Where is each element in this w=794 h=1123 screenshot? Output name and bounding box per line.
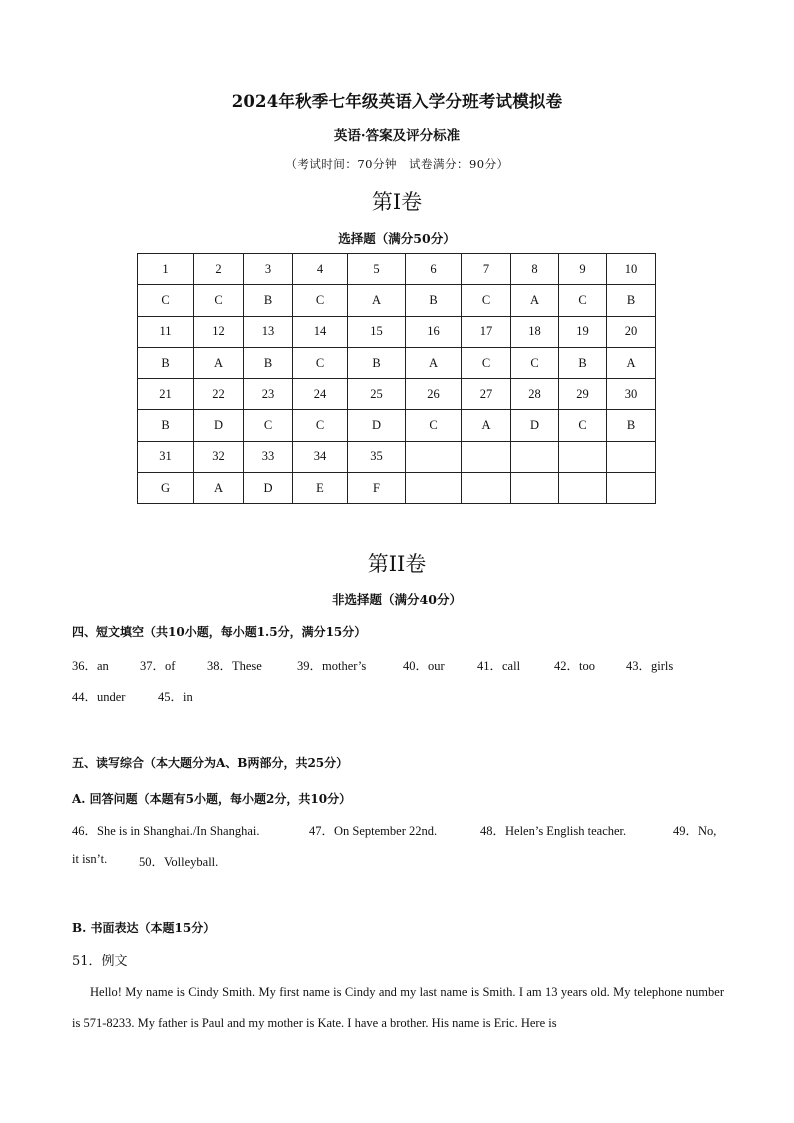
cloze-answer-42: 42．too <box>554 659 595 673</box>
question-number-cell: 2 <box>194 254 244 285</box>
question-number-cell: 15 <box>348 316 406 347</box>
question-number-cell <box>511 441 559 472</box>
answer-cell: C <box>293 410 348 441</box>
sample-essay: Hello! My name is Cindy Smith. My first name is Cindy and my last name is Smith. I am 13 years old. My telephone number is 571-8233. My father is Paul and my mother is Kate. I have a brother. His name is Eric. Here is <box>72 985 724 1030</box>
answer-cell: G <box>138 473 194 504</box>
cloze-answers-line-2 <box>0 687 794 705</box>
answer-cell: A <box>462 410 511 441</box>
answer-cell: A <box>194 473 244 504</box>
question-number-cell: 25 <box>348 379 406 410</box>
part-a-answers-line-2 <box>0 852 794 870</box>
question-number-cell: 12 <box>194 316 244 347</box>
cloze-answer-39: 39．mother’s <box>297 659 367 673</box>
question-number-cell: 6 <box>406 254 462 285</box>
answer-cell: B <box>138 410 194 441</box>
answer-cell: A <box>511 285 559 316</box>
answer-cell: B <box>559 347 607 378</box>
part-a-heading: A. 回答问题（本题有5小题，每小题2分，共10分） <box>72 792 352 806</box>
question-number-cell <box>607 441 656 472</box>
multiple-choice-caption: 选择题（满分50分） <box>338 231 456 246</box>
answer-cell: B <box>406 285 462 316</box>
answer-cell: C <box>293 285 348 316</box>
answer-row <box>138 473 656 504</box>
cloze-answer-45: 45．in <box>158 690 193 704</box>
question-number-cell: 29 <box>559 379 607 410</box>
cloze-answer-41: 41．call <box>477 659 521 673</box>
volume-1-title: 第I卷 <box>371 190 423 214</box>
answer-49: 49．No, <box>673 824 717 838</box>
cloze-answer-40: 40．our <box>403 659 445 673</box>
non-choice-caption: 非选择题（满分40分） <box>332 592 462 607</box>
answer-cell: B <box>244 347 293 378</box>
question-number-cell: 26 <box>406 379 462 410</box>
answer-cell: F <box>348 473 406 504</box>
question-number-cell: 19 <box>559 316 607 347</box>
cloze-answers-line-1 <box>0 656 794 674</box>
answer-cell: C <box>559 285 607 316</box>
answer-cell: B <box>348 347 406 378</box>
answer-46: 46．She is in Shanghai./In Shanghai. <box>72 824 260 838</box>
answer-cell: C <box>406 410 462 441</box>
answer-table <box>137 253 656 504</box>
answer-cell <box>511 473 559 504</box>
question-number-cell: 30 <box>607 379 656 410</box>
answer-47: 47．On September 22nd. <box>309 824 438 838</box>
answer-cell: B <box>244 285 293 316</box>
cloze-answer-37: 37．of <box>140 659 176 673</box>
cloze-answer-43: 43．girls <box>626 659 674 673</box>
question-number-cell: 7 <box>462 254 511 285</box>
question-number-row <box>138 379 656 410</box>
reading-writing-heading: 五、读写综合（本大题分为A、B两部分，共25分） <box>72 756 349 770</box>
question-number-cell: 1 <box>138 254 194 285</box>
answer-cell: A <box>607 347 656 378</box>
question-number-cell: 13 <box>244 316 293 347</box>
answer-cell <box>406 473 462 504</box>
answer-cell: A <box>194 347 244 378</box>
question-number-cell: 8 <box>511 254 559 285</box>
answer-cell: C <box>511 347 559 378</box>
cloze-answer-44: 44．under <box>72 690 126 704</box>
answer-row <box>138 410 656 441</box>
question-number-cell: 11 <box>138 316 194 347</box>
answer-cell: D <box>244 473 293 504</box>
question-number-cell: 27 <box>462 379 511 410</box>
question-number-cell <box>462 441 511 472</box>
question-number-cell: 22 <box>194 379 244 410</box>
question-number-cell: 3 <box>244 254 293 285</box>
answer-cell: A <box>348 285 406 316</box>
part-a-answers-line-1 <box>0 821 794 839</box>
answer-48: 48．Helen’s English teacher. <box>480 824 627 838</box>
cloze-heading: 四、短文填空（共10小题，每小题1.5分，满分15分） <box>72 625 367 639</box>
answer-cell: C <box>559 410 607 441</box>
answer-49-cont: it isn’t. <box>72 852 108 866</box>
answer-cell <box>559 473 607 504</box>
question-number-cell: 28 <box>511 379 559 410</box>
cloze-answer-38: 38．These <box>207 659 262 673</box>
essay-label: 51．例文 <box>72 954 128 969</box>
answer-50: 50．Volleyball. <box>139 855 219 869</box>
answer-cell: B <box>138 347 194 378</box>
answer-cell: C <box>244 410 293 441</box>
question-number-cell: 33 <box>244 441 293 472</box>
question-number-cell: 31 <box>138 441 194 472</box>
answer-row <box>138 347 656 378</box>
answer-cell: E <box>293 473 348 504</box>
page-subtitle: 英语·答案及评分标准 <box>333 128 461 144</box>
page-title: 2024年秋季七年级英语入学分班考试模拟卷 <box>231 92 563 111</box>
volume-2-title: 第II卷 <box>367 552 427 576</box>
cloze-answer-36: 36．an <box>72 659 109 673</box>
question-number-cell: 17 <box>462 316 511 347</box>
exam-info: （考试时间：70分钟 试卷满分：90分） <box>285 157 509 171</box>
question-number-cell: 4 <box>293 254 348 285</box>
question-number-cell: 21 <box>138 379 194 410</box>
question-number-cell: 9 <box>559 254 607 285</box>
answer-cell: B <box>607 410 656 441</box>
answer-cell: D <box>511 410 559 441</box>
answer-cell <box>607 473 656 504</box>
answer-cell: D <box>194 410 244 441</box>
answer-cell: C <box>462 347 511 378</box>
question-number-cell: 32 <box>194 441 244 472</box>
question-number-row <box>138 441 656 472</box>
question-number-cell: 14 <box>293 316 348 347</box>
answer-cell: A <box>406 347 462 378</box>
answer-cell: C <box>194 285 244 316</box>
question-number-cell: 18 <box>511 316 559 347</box>
part-b-heading: B. 书面表达（本题15分） <box>72 921 216 935</box>
question-number-row <box>138 316 656 347</box>
question-number-cell: 23 <box>244 379 293 410</box>
answer-cell: B <box>607 285 656 316</box>
question-number-cell: 20 <box>607 316 656 347</box>
answer-row <box>138 285 656 316</box>
question-number-cell <box>559 441 607 472</box>
answer-cell: D <box>348 410 406 441</box>
question-number-cell: 35 <box>348 441 406 472</box>
answer-cell: C <box>462 285 511 316</box>
answer-cell: C <box>293 347 348 378</box>
question-number-cell: 16 <box>406 316 462 347</box>
question-number-cell: 34 <box>293 441 348 472</box>
question-number-cell: 5 <box>348 254 406 285</box>
answer-cell <box>462 473 511 504</box>
question-number-row <box>138 254 656 285</box>
answer-cell: C <box>138 285 194 316</box>
question-number-cell: 10 <box>607 254 656 285</box>
question-number-cell: 24 <box>293 379 348 410</box>
question-number-cell <box>406 441 462 472</box>
